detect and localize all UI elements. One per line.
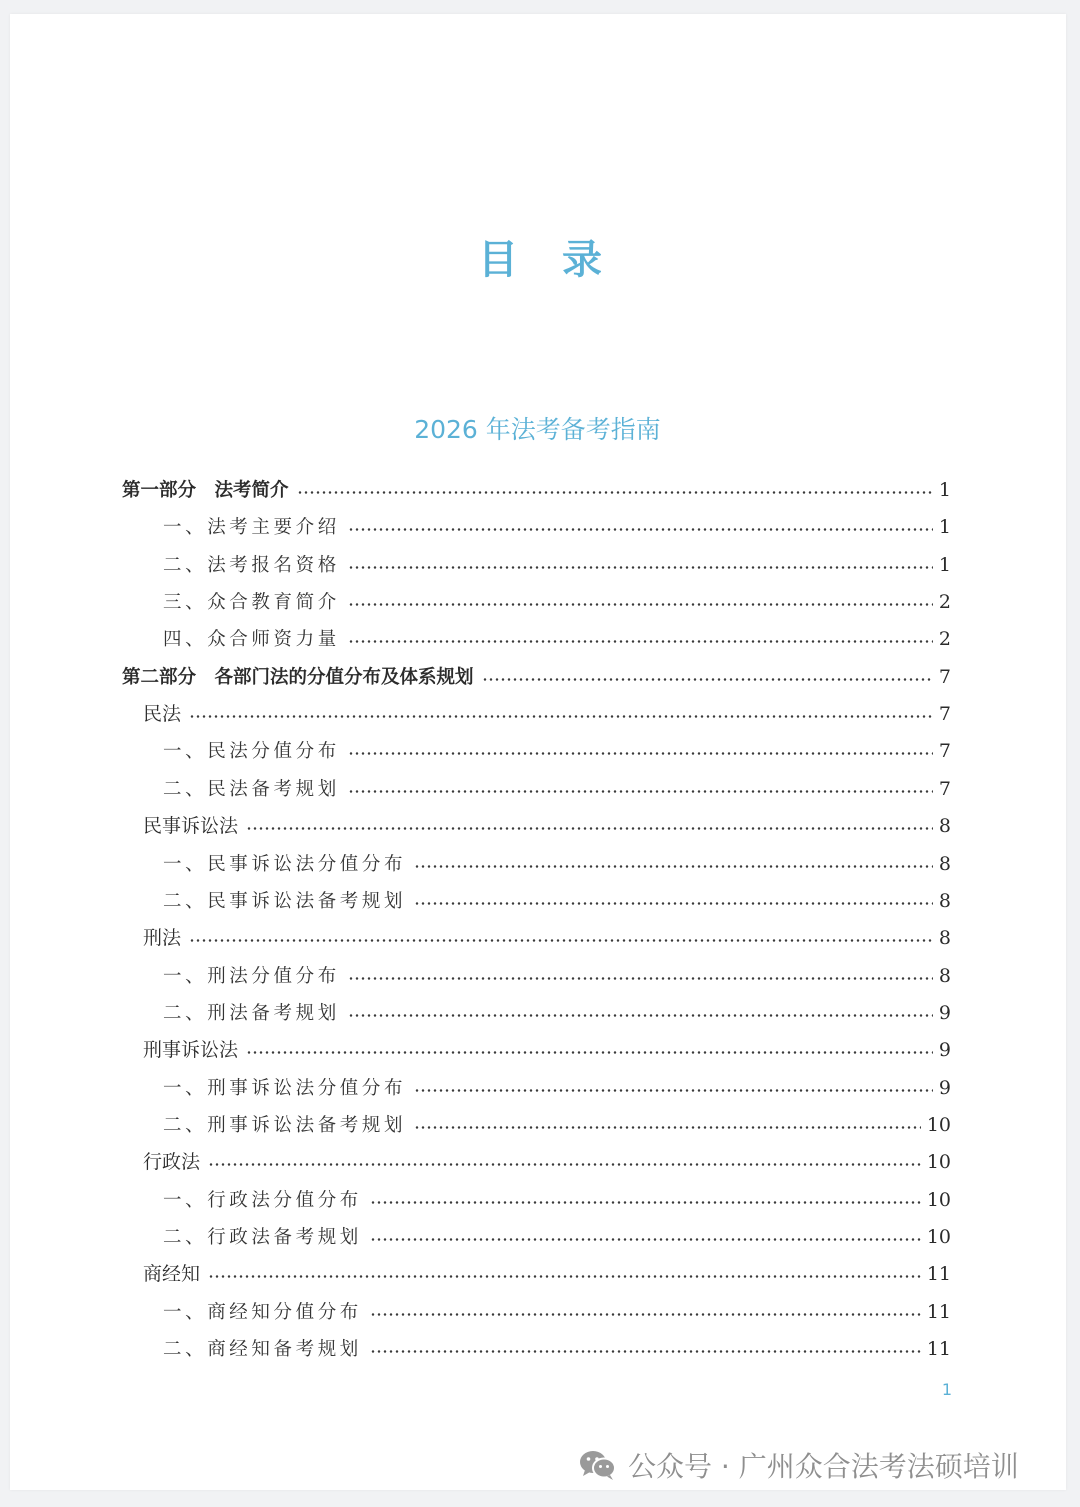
toc-entry-subject <box>143 1032 951 1069</box>
toc-dot-leader <box>348 1014 933 1017</box>
page-number: 1 <box>941 1380 953 1399</box>
toc-dot-leader <box>189 715 933 718</box>
toc-dot-leader <box>414 902 933 905</box>
watermark-text: 公众号 · 广州众合法考法硕培训 <box>628 1450 1019 1483</box>
toc-entry-label: 二、刑事诉讼法备考规划 <box>163 1114 407 1136</box>
toc-entry-item <box>163 1107 951 1144</box>
toc-entry-page: 7 <box>938 703 951 726</box>
toc-entry-page: 7 <box>938 740 951 763</box>
toc-entry-subject <box>143 1144 951 1181</box>
toc-dot-leader <box>482 678 933 681</box>
page-title: 目录 <box>478 237 646 283</box>
toc-entry-page: 2 <box>938 591 951 614</box>
toc-entry-item <box>163 958 951 995</box>
toc-entry-page: 10 <box>926 1188 951 1211</box>
toc-entry-page: 10 <box>926 1151 951 1174</box>
toc-entry-subject <box>143 1256 951 1293</box>
toc-entry-label: 一、民事诉讼法分值分布 <box>163 853 407 875</box>
toc-entry-label: 一、行政法分值分布 <box>163 1189 362 1211</box>
toc-dot-leader <box>414 1089 933 1092</box>
toc-entry-part <box>122 472 951 509</box>
toc-entry-label: 一、商经知分值分布 <box>163 1301 362 1323</box>
toc-dot-leader <box>208 1275 921 1278</box>
toc-entry-label: 二、行政法备考规划 <box>163 1227 362 1248</box>
toc-entry-label: 商经知 <box>143 1263 201 1286</box>
toc-entry-page: 7 <box>938 665 951 688</box>
toc-dot-leader <box>189 939 933 942</box>
toc-dot-leader <box>370 1350 921 1353</box>
watermark <box>578 1444 1019 1486</box>
toc-entry-page: 10 <box>926 1226 951 1248</box>
toc-entry-item <box>163 1070 951 1107</box>
toc-entry-page: 8 <box>938 815 951 838</box>
toc-dot-leader <box>370 1201 921 1204</box>
toc-entry-item <box>163 1331 951 1368</box>
toc-entry-item <box>163 621 951 658</box>
toc-entry-page: 1 <box>938 553 951 576</box>
toc-entry-page: 9 <box>938 1076 951 1099</box>
toc-entry-item <box>163 846 951 883</box>
toc-dot-leader <box>348 640 933 643</box>
toc-entry-label: 一、刑法分值分布 <box>163 965 340 987</box>
toc-entry-label: 刑事诉讼法 <box>143 1039 239 1062</box>
document-subtitle: 2026 年法考备考指南 <box>414 415 661 444</box>
toc-entry-label: 二、刑法备考规划 <box>163 1002 340 1024</box>
toc-entry-subject <box>143 920 951 957</box>
toc-entry-page: 11 <box>926 1338 951 1361</box>
toc-entry-label: 二、法考报名资格 <box>163 554 340 576</box>
toc-entry-item <box>163 1182 951 1219</box>
toc-entry-label: 一、法考主要介绍 <box>163 517 340 539</box>
toc-entry-label: 第一部分 法考简介 <box>122 480 289 501</box>
toc-entry-page: 9 <box>938 1001 951 1024</box>
toc-entry-label: 二、民事诉讼法备考规划 <box>163 890 407 912</box>
toc-entry-label: 刑法 <box>143 927 182 950</box>
toc-entry-page: 8 <box>938 927 951 950</box>
toc-entry-item <box>163 1219 951 1256</box>
toc-dot-leader <box>348 603 933 606</box>
toc-entry-page: 2 <box>938 628 951 651</box>
toc-entry-subject <box>143 808 951 845</box>
toc-dot-leader <box>370 1238 921 1241</box>
toc-entry-item <box>163 547 951 584</box>
toc-entry-page: 7 <box>938 777 951 800</box>
toc-entry-label: 四、众合师资力量 <box>163 629 340 651</box>
toc-entry-page: 8 <box>938 889 951 912</box>
toc-entry-page: 1 <box>938 479 951 501</box>
toc-entry-item <box>163 584 951 621</box>
toc-dot-leader <box>208 1163 921 1166</box>
toc-entry-label: 一、民法分值分布 <box>163 741 340 763</box>
toc-dot-leader <box>348 790 933 793</box>
toc-entry-page: 11 <box>926 1263 951 1286</box>
toc-entry-label: 第二部分 各部门法的分值分布及体系规划 <box>122 666 474 688</box>
toc-entry-page: 9 <box>938 1039 951 1062</box>
toc-dot-leader <box>297 491 933 494</box>
toc-entry-label: 三、众合教育简介 <box>163 592 340 614</box>
toc-dot-leader <box>246 827 933 830</box>
toc-entry-page: 1 <box>938 516 951 539</box>
toc-entry-item <box>163 733 951 770</box>
toc-entry-label: 二、民法备考规划 <box>163 778 340 800</box>
toc-entry-part <box>122 659 951 696</box>
toc-dot-leader <box>414 865 933 868</box>
toc-dot-leader <box>348 977 933 980</box>
toc-entry-item <box>163 995 951 1032</box>
toc-entry-label: 民法 <box>143 703 182 726</box>
toc-entry-label: 二、商经知备考规划 <box>163 1339 362 1361</box>
toc-entry-item <box>163 883 951 920</box>
toc-entry-item <box>163 509 951 546</box>
toc-dot-leader <box>414 1126 921 1129</box>
wechat-icon <box>578 1449 618 1481</box>
toc-entry-page: 8 <box>938 852 951 875</box>
toc-entry-item <box>163 771 951 808</box>
toc-entry-page: 11 <box>926 1300 951 1323</box>
toc-entry-item <box>163 1294 951 1331</box>
toc-dot-leader <box>348 566 933 569</box>
toc-dot-leader <box>370 1313 921 1316</box>
toc-dot-leader <box>348 752 933 755</box>
toc-entry-subject <box>143 696 951 733</box>
toc-entry-page: 10 <box>926 1113 951 1136</box>
toc-dot-leader <box>348 528 933 531</box>
toc-entry-label: 民事诉讼法 <box>143 815 239 838</box>
toc-entry-label: 一、刑事诉讼法分值分布 <box>163 1077 407 1099</box>
toc-entry-page: 8 <box>938 964 951 987</box>
toc-entry-label: 行政法 <box>143 1151 201 1174</box>
toc-dot-leader <box>246 1051 933 1054</box>
